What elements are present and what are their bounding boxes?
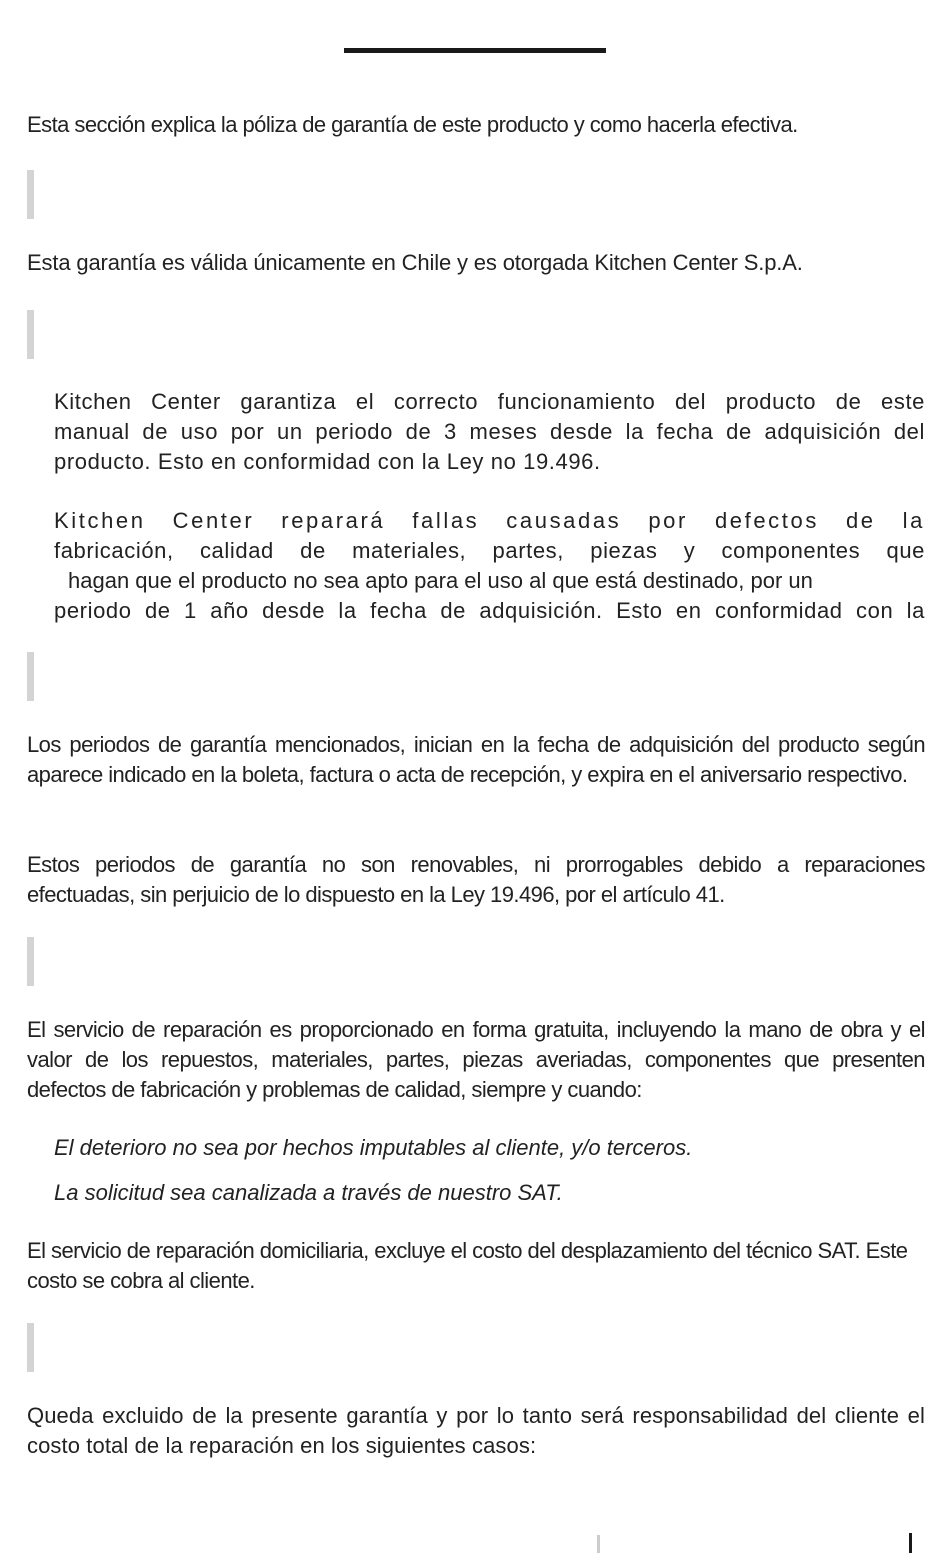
text-line: manual de uso por un periodo de 3 meses desde la fecha de adquisición del	[54, 419, 925, 444]
section-marker	[27, 937, 34, 986]
page-tick-mark	[909, 1533, 912, 1553]
three-month-guarantee-paragraph	[54, 387, 925, 477]
home-repair-paragraph: El servicio de reparación domiciliaria, excluye el costo del desplazamiento del técnico SAT. Este costo se cobra al cliente.	[27, 1238, 908, 1293]
text-line: hagan que el producto no sea apto para el uso al que está destinado, por un	[68, 568, 813, 593]
condition-item: El deterioro no sea por hechos imputables al cliente, y/o terceros.	[54, 1135, 693, 1160]
page-tick-mark	[597, 1535, 600, 1553]
repair-service-paragraph: El servicio de reparación es proporcionado en forma gratuita, incluyendo la mano de obra y el valor de los repuestos, materiales, partes, piezas averiadas, componentes que presenten defectos de fabricación y problemas de calidad, siempre y cuando:	[27, 1017, 925, 1102]
intro-paragraph: Esta sección explica la póliza de garantía de este producto y como hacerla efectiva.	[27, 112, 798, 137]
section-marker	[27, 170, 34, 219]
text-line: periodo de 1 año desde la fecha de adquisición. Esto en conformidad con la	[54, 598, 925, 623]
section-marker	[27, 310, 34, 359]
periods-start-paragraph: Los periodos de garantía mencionados, inician en la fecha de adquisición del producto según aparece indicado en la boleta, factura o acta de recepción, y expira en el aniversario respectivo.	[27, 732, 925, 787]
text-line: producto. Esto en conformidad con la Ley no 19.496.	[54, 449, 601, 474]
validity-paragraph: Esta garantía es válida únicamente en Chile y es otorgada Kitchen Center S.p.A.	[27, 250, 803, 275]
text-line: fabricación, calidad de materiales, partes, piezas y componentes que	[54, 538, 925, 563]
text-line: Kitchen Center reparará fallas causadas por defectos de la	[54, 508, 925, 533]
condition-item: La solicitud sea canalizada a través de nuestro SAT.	[54, 1180, 563, 1205]
exclusions-intro-paragraph: Queda excluido de la presente garantía y por lo tanto será responsabilidad del cliente el costo total de la reparación en los siguientes casos:	[27, 1403, 925, 1458]
section-marker	[27, 1323, 34, 1372]
text-line: Kitchen Center garantiza el correcto funcionamiento del producto de este	[54, 389, 925, 414]
periods-renewal-paragraph: Estos periodos de garantía no son renovables, ni prorrogables debido a reparaciones efectuadas, sin perjuicio de lo dispuesto en la Ley 19.496, por el artículo 41.	[27, 852, 925, 907]
top-divider	[344, 48, 606, 53]
one-year-guarantee-paragraph	[54, 506, 925, 626]
section-marker	[27, 652, 34, 701]
